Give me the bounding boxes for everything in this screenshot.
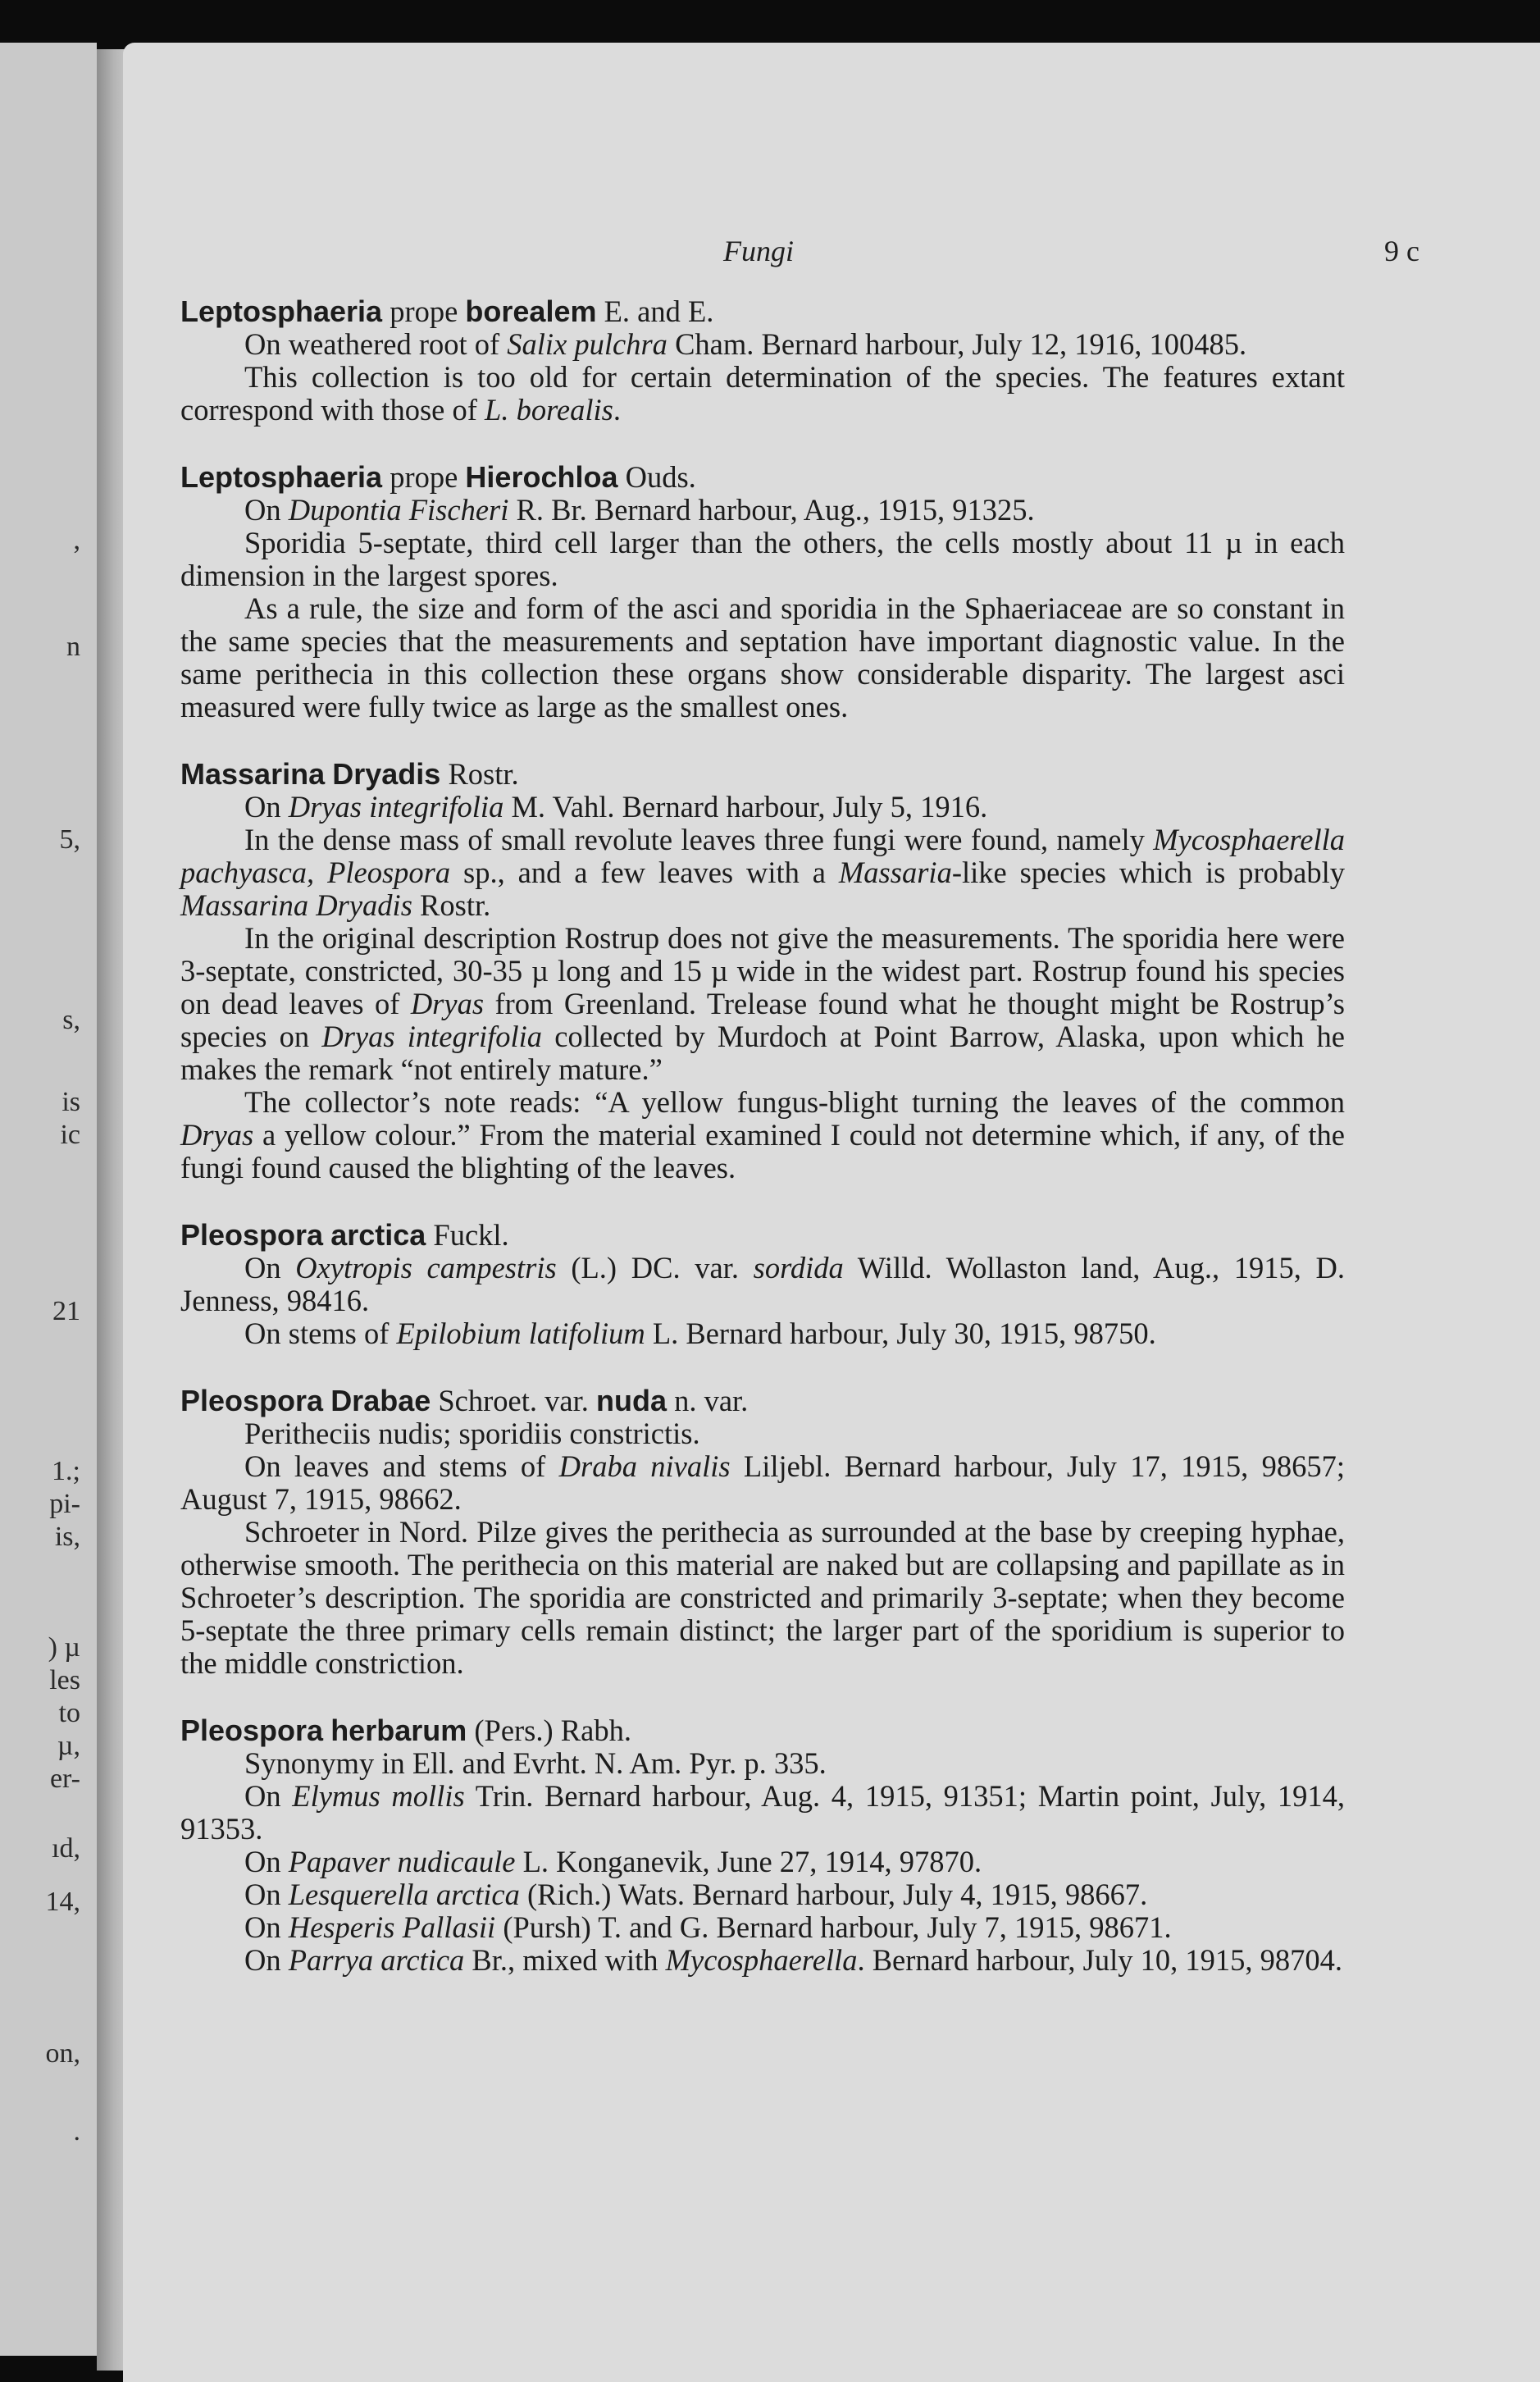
text-run: Br., mixed with <box>464 1943 666 1977</box>
taxon-italic: Dryas <box>180 1118 254 1152</box>
text-run: On <box>244 493 289 527</box>
entry-paragraph <box>180 1450 1345 1516</box>
species-epithet: Dryadis <box>332 757 441 791</box>
species-heading <box>180 1385 1345 1417</box>
text-run: Synonymy in Ell. and Evrht. N. Am. Pyr. p. 335. <box>244 1746 827 1780</box>
text-run: Rostr. <box>412 888 491 922</box>
entry-paragraph <box>180 1516 1345 1680</box>
text-run: Schroeter in Nord. Pilze gives the perithecia as surrounded at the base by creeping hyphae, otherwise smooth. The perithecia on this material are naked but are collapsing and papillate as in Schroeter’s description. The sporidia are constricted and primarily 3-septate; when they become 5-septate the three primary cells remain distinct; the larger part of the sporidium is superior to the middle constriction. <box>180 1515 1345 1680</box>
species-entry <box>180 295 1345 427</box>
entry-paragraph <box>180 1086 1345 1184</box>
text-run: . Bernard harbour, July 10, 1915, 98704. <box>857 1943 1343 1977</box>
taxon-italic: Salix pulchra <box>507 327 667 361</box>
species-authority: Schroet. var. <box>438 1384 589 1417</box>
text-run: On <box>244 1878 289 1911</box>
text-run: collected by Murdoch at Point Barrow, Alaska, upon which he makes the remark “not entirely mature.” <box>180 1020 1345 1086</box>
margin-fragment: 21 <box>52 1296 80 1326</box>
previous-page-edge <box>0 43 97 2356</box>
entry-paragraph <box>180 1252 1345 1317</box>
species-authority: E. and E. <box>604 294 714 328</box>
taxon-italic: Massarina Dryadis <box>180 888 412 922</box>
margin-fragment: er- <box>49 1764 80 1794</box>
taxon-italic: Dupontia Fischeri <box>288 493 509 527</box>
text-run: Peritheciis nudis; sporidiis constrictis. <box>244 1417 700 1450</box>
text-run: Liljebl. Bernard harbour, July 17, 1915, 98657; August 7, 1915, 98662. <box>180 1449 1345 1516</box>
entry-paragraph <box>180 592 1345 723</box>
species-heading <box>180 295 1345 328</box>
text-run: On leaves and stems of <box>244 1449 559 1483</box>
taxon-italic: Parrya arctica <box>288 1943 465 1977</box>
text-run: On weathered root of <box>244 327 508 361</box>
text-run: (L.) DC. var. <box>556 1251 754 1285</box>
species-entry <box>180 758 1345 1184</box>
taxon-italic: Draba nivalis <box>558 1449 731 1483</box>
text-run: L. Bernard harbour, July 30, 1915, 98750. <box>645 1316 1156 1350</box>
margin-fragment: , <box>73 525 80 555</box>
species-qualifier: prope <box>390 460 458 494</box>
species-epithet: borealem <box>465 294 597 328</box>
margin-fragment: is <box>62 1087 80 1117</box>
margin-fragment: 1.; <box>52 1456 80 1486</box>
entry-paragraph <box>180 494 1345 527</box>
species-entry <box>180 1385 1345 1680</box>
taxon-italic: Dryas <box>410 987 485 1020</box>
text-run: On stems of <box>244 1316 397 1350</box>
text-run: sp., and a few leaves with a <box>450 856 839 889</box>
text-run: In the original description Rostrup does not give the measurements. The sporidia here were 3-septate, constricted, 30-35 µ long and 15 µ wide in the widest part. Rostrup found his species on dead leaves of <box>180 921 1345 1020</box>
margin-fragment: ) µ <box>48 1632 80 1663</box>
taxon-italic: Dryas integrifolia <box>288 790 504 824</box>
entry-paragraph <box>180 1417 1345 1450</box>
taxon-italic: Hesperis Pallasii <box>288 1910 496 1944</box>
species-epithet: herbarum <box>330 1713 467 1747</box>
text-run: (Rich.) Wats. Bernard harbour, July 4, 1915, 98667. <box>519 1878 1148 1911</box>
species-epithet: Hierochloa <box>465 460 618 494</box>
species-entry <box>180 1714 1345 1977</box>
margin-fragment: les <box>49 1665 80 1695</box>
genus-name: Leptosphaeria <box>180 460 383 494</box>
entry-paragraph <box>180 922 1345 1086</box>
variety-note: n. var. <box>674 1384 749 1417</box>
text-run: (Pursh) T. and G. Bernard harbour, July 7, 1915, 98671. <box>495 1910 1172 1944</box>
margin-fragment: µ, <box>57 1731 80 1761</box>
text-run: On <box>244 1845 289 1878</box>
text-run: M. Vahl. Bernard harbour, July 5, 1916. <box>503 790 988 824</box>
text-run: On <box>244 1251 296 1285</box>
entry-paragraph <box>180 824 1345 922</box>
margin-fragment: ic <box>60 1120 80 1150</box>
text-run: . <box>613 393 621 427</box>
variety-name: nuda <box>595 1384 667 1417</box>
text-run: from Greenland. Trelease found what he thought might be Rostrup’s species on <box>180 987 1345 1053</box>
text-run: L. Konganevik, June 27, 1914, 97870. <box>515 1845 982 1878</box>
running-header-title: Fungi <box>723 235 794 267</box>
genus-name: Pleospora <box>180 1218 324 1252</box>
entry-paragraph <box>180 791 1345 824</box>
entry-paragraph <box>180 1846 1345 1878</box>
taxon-italic: Elymus mollis <box>292 1779 465 1813</box>
entry-paragraph <box>180 1878 1345 1911</box>
genus-name: Leptosphaeria <box>180 294 383 328</box>
species-authority: Ouds. <box>625 460 696 494</box>
text-run: This collection is too old for certain determination of the species. The features extant correspond with those of <box>180 360 1345 427</box>
taxon-italic: sordida <box>753 1251 844 1285</box>
species-heading <box>180 758 1345 791</box>
text-run: R. Br. Bernard harbour, Aug., 1915, 91325. <box>508 493 1035 527</box>
text-run: Sporidia 5-septate, third cell larger than the others, the cells mostly about 11 µ in each dimension in the largest spores. <box>180 526 1345 592</box>
text-run: Willd. Wollaston land, Aug., 1915, D. Jenness, 98416. <box>180 1251 1346 1317</box>
margin-fragment: s, <box>62 1005 80 1035</box>
taxon-italic: Papaver nudicaule <box>288 1845 516 1878</box>
taxon-italic: Oxytropis campestris <box>295 1251 557 1285</box>
species-epithet: arctica <box>330 1218 426 1252</box>
text-run: As a rule, the size and form of the asci and sporidia in the Sphaeriaceae are so constant in the same species that the measurements and septation have important diagnostic value. In the same perithecia in this collection these organs show considerable disparity. The largest asci measured were fully twice as large as the smallest ones. <box>180 591 1345 723</box>
species-heading <box>180 1219 1345 1252</box>
taxon-italic: Mycosphaerella <box>665 1943 858 1977</box>
entry-paragraph <box>180 361 1345 427</box>
species-entry <box>180 461 1345 723</box>
text-run: On <box>244 1779 293 1813</box>
genus-name: Pleospora <box>180 1384 324 1417</box>
text-run: On <box>244 1943 289 1977</box>
page-body <box>180 295 1345 2011</box>
entry-paragraph <box>180 1944 1345 1977</box>
taxon-italic: Dryas integrifolia <box>321 1020 543 1053</box>
taxon-italic: Mycosphaerella pachyasca, Pleospora <box>180 823 1345 889</box>
margin-fragment: pi- <box>49 1489 80 1519</box>
text-run: On <box>244 1910 289 1944</box>
margin-fragment: to <box>58 1698 80 1728</box>
species-heading <box>180 1714 1345 1747</box>
taxon-italic: Epilobium latifolium <box>396 1316 645 1350</box>
species-authority: (Pers.) Rabh. <box>474 1713 631 1747</box>
margin-fragment: on, <box>45 2038 80 2069</box>
species-heading <box>180 461 1345 494</box>
entry-paragraph <box>180 328 1345 361</box>
genus-name: Massarina <box>180 757 326 791</box>
margin-fragment: . <box>73 2116 80 2147</box>
text-run: a yellow colour.” From the material examined I could not determine which, if any, of the fungi found caused the blighting of the leaves. <box>180 1118 1345 1184</box>
page-number: 9 c <box>1384 235 1419 267</box>
species-authority: Fuckl. <box>433 1218 509 1252</box>
margin-fragment: is, <box>54 1522 80 1552</box>
margin-fragment: n <box>66 632 80 662</box>
text-run: Cham. Bernard harbour, July 12, 1916, 100485. <box>667 327 1247 361</box>
species-epithet: Drabae <box>330 1384 431 1417</box>
entry-paragraph <box>180 527 1345 592</box>
margin-fragment: 5, <box>59 824 80 855</box>
taxon-italic: Massaria <box>838 856 952 889</box>
text-run: -like species which is probably <box>951 856 1345 889</box>
text-run: The collector’s note reads: “A yellow fungus-blight turning the leaves of the common <box>244 1085 1345 1119</box>
text-run: On <box>244 790 289 824</box>
entry-paragraph <box>180 1317 1345 1350</box>
text-run: Trin. Bernard harbour, Aug. 4, 1915, 91351; Martin point, July, 1914, 91353. <box>180 1779 1346 1846</box>
entry-paragraph <box>180 1911 1345 1944</box>
species-entry <box>180 1219 1345 1350</box>
entry-paragraph <box>180 1747 1345 1780</box>
species-authority: Rostr. <box>448 757 519 791</box>
margin-fragment: ıd, <box>52 1833 80 1864</box>
species-qualifier: prope <box>390 294 458 328</box>
entry-paragraph <box>180 1780 1345 1846</box>
margin-fragment: 14, <box>45 1887 80 1917</box>
taxon-italic: L. borealis <box>485 393 613 427</box>
text-run: In the dense mass of small revolute leaves three fungi were found, namely <box>244 823 1154 856</box>
genus-name: Pleospora <box>180 1713 324 1747</box>
taxon-italic: Lesquerella arctica <box>288 1878 520 1911</box>
